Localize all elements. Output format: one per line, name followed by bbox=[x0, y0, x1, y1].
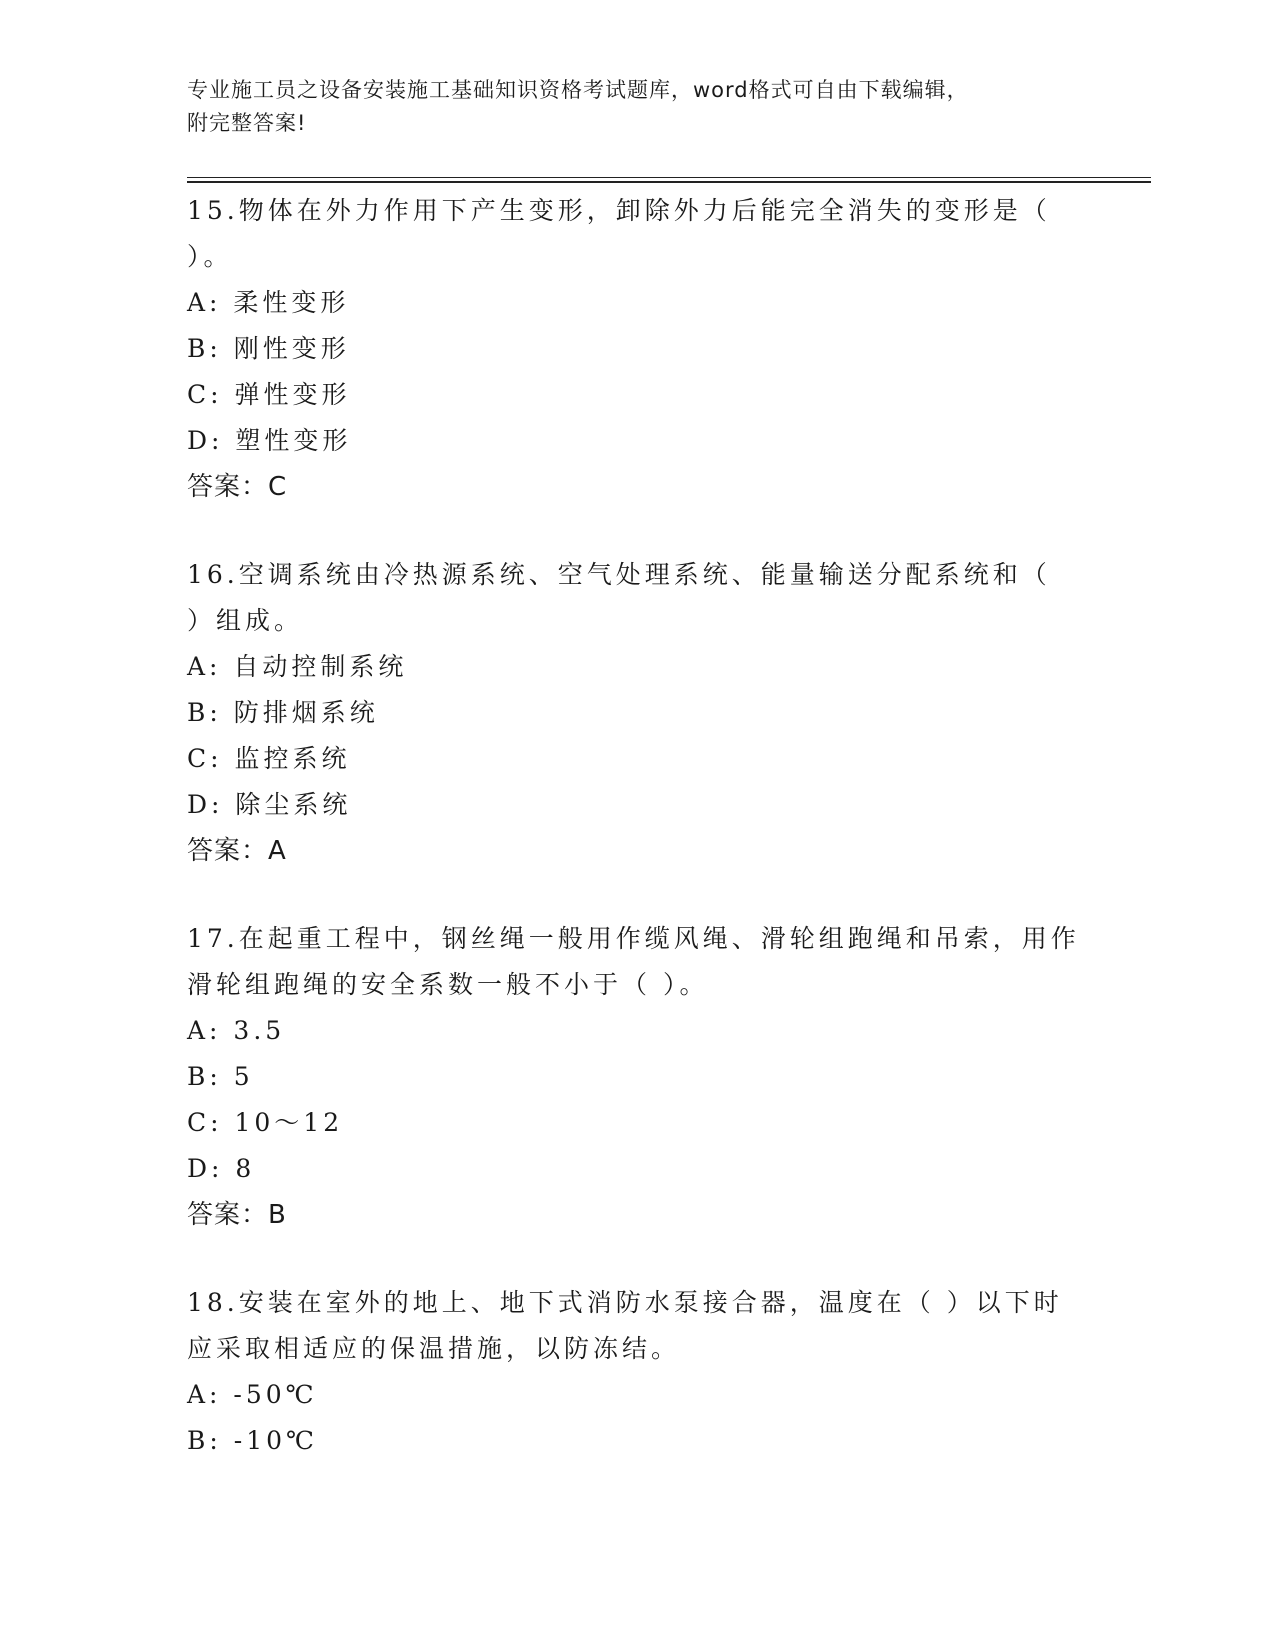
question-17 bbox=[187, 916, 1087, 1280]
question-stem: 16.空调系统由冷热源系统、空气处理系统、能量输送分配系统和（ bbox=[187, 560, 1051, 589]
option-c: C: 10～12 bbox=[187, 1108, 344, 1137]
question-stem-continued: 应采取相适应的保温措施，以防冻结。 bbox=[187, 1334, 681, 1363]
option-d: D: 塑性变形 bbox=[187, 426, 352, 455]
answer: 答案：B bbox=[187, 1200, 287, 1230]
header-divider bbox=[187, 177, 1151, 178]
option-a: A: 自动控制系统 bbox=[187, 652, 408, 681]
option-b: B: 防排烟系统 bbox=[187, 698, 379, 727]
question-stem-continued: ）。 bbox=[187, 242, 233, 271]
question-list bbox=[187, 188, 1087, 1644]
question-18 bbox=[187, 1280, 1087, 1644]
header-divider-thick bbox=[187, 181, 1151, 183]
question-stem: 15.物体在外力作用下产生变形，卸除外力后能完全消失的变形是（ bbox=[187, 196, 1051, 225]
document-header bbox=[187, 74, 1087, 140]
option-c: C: 弹性变形 bbox=[187, 380, 351, 409]
question-16 bbox=[187, 552, 1087, 916]
question-stem: 17.在起重工程中，钢丝绳一般用作缆风绳、滑轮组跑绳和吊索，用作 bbox=[187, 924, 1080, 953]
question-15 bbox=[187, 188, 1087, 552]
option-a: A: 柔性变形 bbox=[187, 288, 350, 317]
option-a: A: -50℃ bbox=[187, 1380, 318, 1409]
option-b: B: 刚性变形 bbox=[187, 334, 350, 363]
question-stem-continued: 滑轮组跑绳的安全系数一般不小于（ ）。 bbox=[187, 970, 709, 999]
header-line-2: 附完整答案! bbox=[187, 111, 307, 135]
option-c: C: 监控系统 bbox=[187, 744, 351, 773]
question-stem-continued: ）组成。 bbox=[187, 606, 304, 635]
answer: 答案：A bbox=[187, 836, 287, 866]
option-d: D: 除尘系统 bbox=[187, 790, 352, 819]
header-line-1: 专业施工员之设备安装施工基础知识资格考试题库，word格式可自由下载编辑， bbox=[187, 78, 969, 102]
option-a: A: 3.5 bbox=[187, 1016, 286, 1045]
option-d: D: 8 bbox=[187, 1154, 256, 1183]
option-b: B: -10℃ bbox=[187, 1426, 318, 1455]
option-b: B: 5 bbox=[187, 1062, 254, 1091]
question-stem: 18.安装在室外的地上、地下式消防水泵接合器，温度在（ ）以下时 bbox=[187, 1288, 1063, 1317]
answer: 答案：C bbox=[187, 472, 288, 502]
